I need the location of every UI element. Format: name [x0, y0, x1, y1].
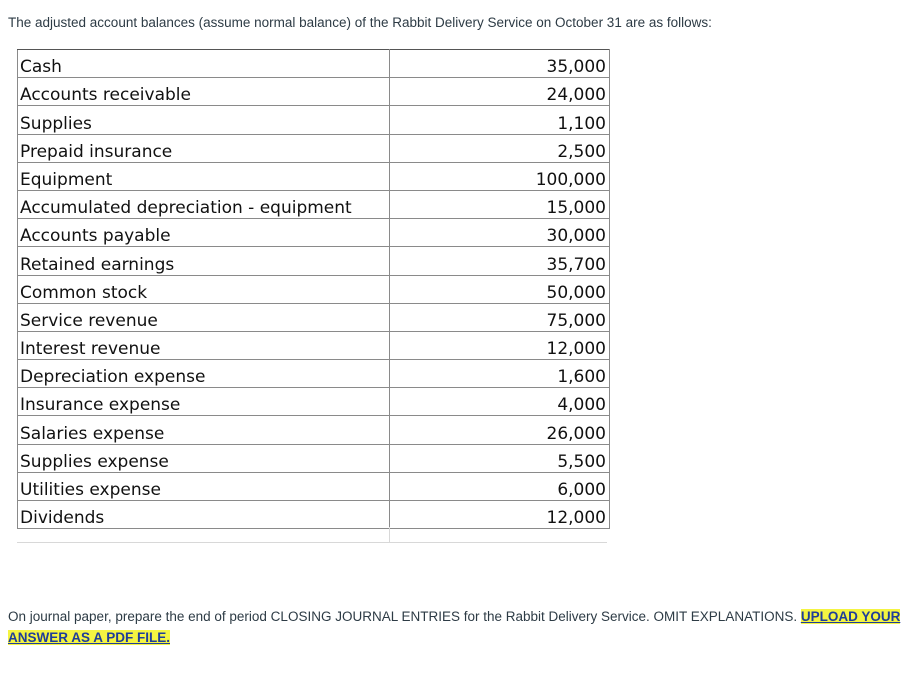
table-row: [18, 472, 610, 500]
table-row: [18, 388, 610, 416]
account-name: Interest revenue: [18, 331, 390, 359]
instructions-body: On journal paper, prepare the end of period CLOSING JOURNAL ENTRIES for the Rabbit Delivery Service. OMIT EXPLANATIONS.: [8, 609, 801, 624]
table-row: [18, 219, 610, 247]
account-name: Accumulated depreciation - equipment: [18, 190, 390, 218]
account-amount: 26,000: [390, 416, 610, 444]
account-name: Accounts payable: [18, 219, 390, 247]
account-balances-table: [17, 49, 610, 529]
account-balances-table-container: [17, 49, 608, 543]
account-name: Dividends: [18, 501, 390, 529]
account-amount: 24,000: [390, 78, 610, 106]
table-row: [18, 416, 610, 444]
upload-pdf-notice: UPLOAD YOUR ANSWER AS A PDF FILE.: [8, 609, 901, 645]
account-amount: 75,000: [390, 303, 610, 331]
account-name: Utilities expense: [18, 472, 390, 500]
account-amount: 4,000: [390, 388, 610, 416]
table-row: [18, 303, 610, 331]
account-name: Supplies: [18, 106, 390, 134]
account-amount: 35,700: [390, 247, 610, 275]
account-amount: 12,000: [390, 331, 610, 359]
account-amount: 6,000: [390, 472, 610, 500]
account-amount: 30,000: [390, 219, 610, 247]
table-row: [18, 50, 610, 78]
table-row: [18, 78, 610, 106]
account-name: Insurance expense: [18, 388, 390, 416]
account-name: Accounts receivable: [18, 78, 390, 106]
account-amount: 2,500: [390, 134, 610, 162]
account-name: Cash: [18, 50, 390, 78]
account-name: Supplies expense: [18, 444, 390, 472]
account-name: Salaries expense: [18, 416, 390, 444]
empty-table-row: [17, 527, 607, 543]
table-row: [18, 162, 610, 190]
table-row: [18, 275, 610, 303]
account-name: Retained earnings: [18, 247, 390, 275]
table-row: [18, 247, 610, 275]
account-name: Service revenue: [18, 303, 390, 331]
account-amount: 35,000: [390, 50, 610, 78]
column-divider: [389, 527, 390, 542]
instructions-text: [8, 606, 916, 648]
account-amount: 1,600: [390, 360, 610, 388]
account-amount: 12,000: [390, 501, 610, 529]
account-amount: 5,500: [390, 444, 610, 472]
account-name: Prepaid insurance: [18, 134, 390, 162]
account-name: Common stock: [18, 275, 390, 303]
account-name: Depreciation expense: [18, 360, 390, 388]
table-row: [18, 444, 610, 472]
account-amount: 50,000: [390, 275, 610, 303]
table-row: [18, 501, 610, 529]
table-row: [18, 331, 610, 359]
table-row: [18, 190, 610, 218]
account-amount: 100,000: [390, 162, 610, 190]
account-amount: 15,000: [390, 190, 610, 218]
table-row: [18, 134, 610, 162]
account-amount: 1,100: [390, 106, 610, 134]
table-row: [18, 106, 610, 134]
account-name: Equipment: [18, 162, 390, 190]
intro-text: The adjusted account balances (assume normal balance) of the Rabbit Delivery Service on October 31 are as follows:: [8, 15, 712, 30]
table-row: [18, 360, 610, 388]
